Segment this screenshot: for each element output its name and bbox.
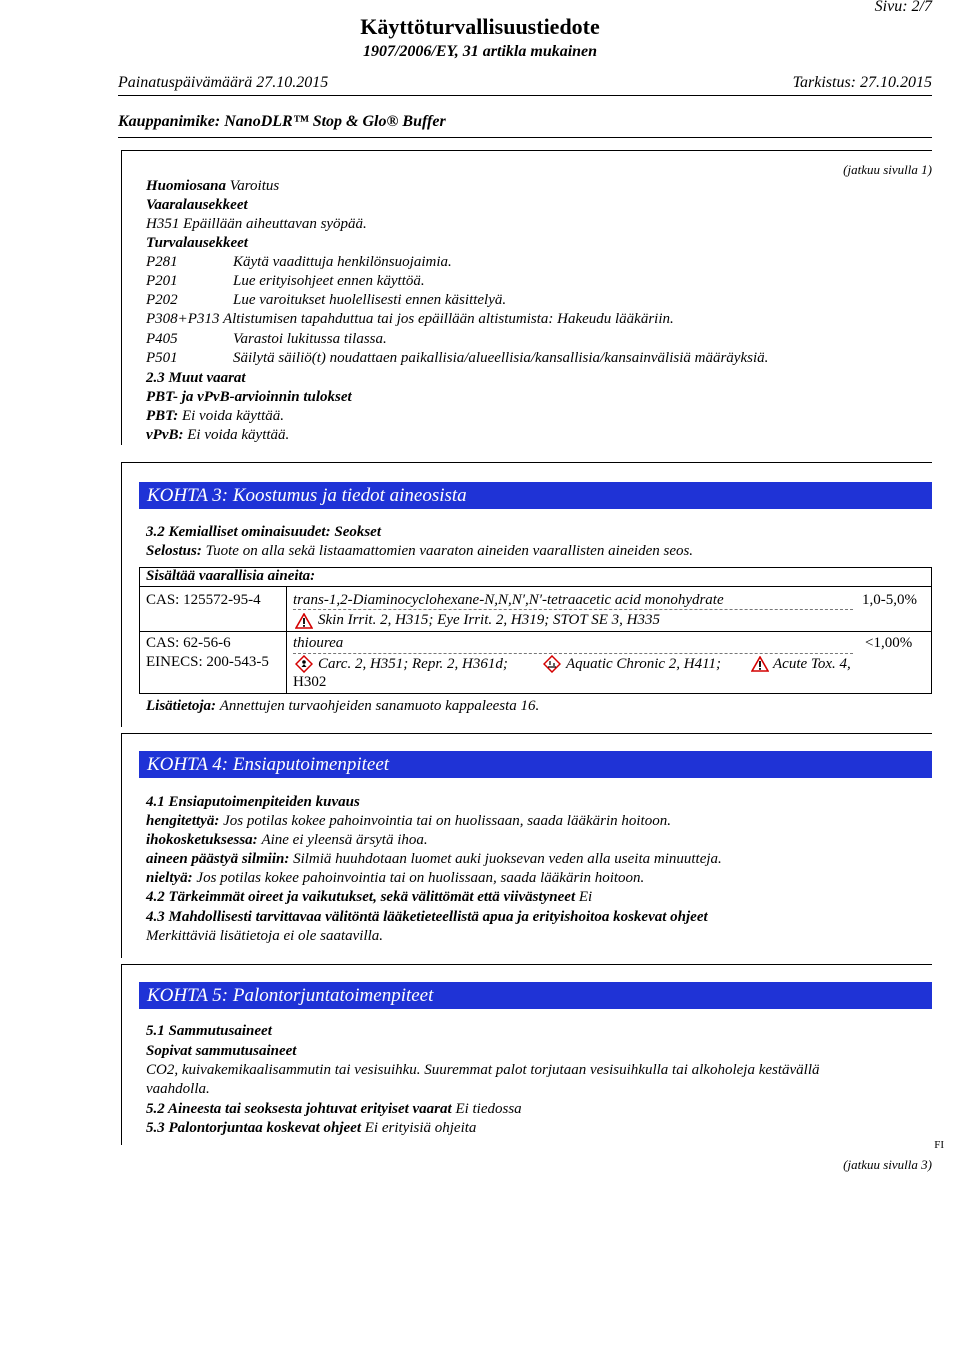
header-divider-2 xyxy=(118,137,932,138)
health-hazard-icon xyxy=(295,655,313,673)
hazardous-ingredients-heading: Sisältää vaarallisia aineita: xyxy=(146,568,316,584)
classification-h302: H302 xyxy=(293,674,327,690)
first-aid-eyes xyxy=(146,850,722,869)
p-text: Säilytä säiliö(t) noudattaen paikallisia/alueellisia/kansallisia/kansainvälisiä määräyksiä. xyxy=(233,350,769,366)
additional-info-label: Lisätietoja: xyxy=(146,698,216,714)
environment-hazard-icon xyxy=(543,655,561,673)
p-code: P405 xyxy=(146,331,178,347)
special-hazards-value: Ei tiedossa xyxy=(455,1101,522,1117)
p-code: P281 xyxy=(146,254,178,270)
pbt-label: PBT: xyxy=(146,408,179,424)
first-aid-skin xyxy=(146,831,428,850)
pbt-value: Ei voida käyttää. xyxy=(181,408,285,424)
firefighting-advice xyxy=(146,1119,476,1138)
p-text: Lue erityisohjeet ennen käyttöä. xyxy=(233,273,425,289)
p-code: P308+P313 xyxy=(146,311,220,327)
row-divider xyxy=(139,631,932,632)
cas-number: CAS: 125572-95-4 xyxy=(146,592,261,608)
first-aid-inhalation xyxy=(146,812,671,831)
special-hazards xyxy=(146,1100,522,1119)
signal-word-value: Varoitus xyxy=(229,178,280,194)
symptoms-heading xyxy=(146,888,592,907)
print-date: Painatuspäivämäärä 27.10.2015 xyxy=(118,74,329,91)
suitable-media-line-1: CO2, kuivakemikaalisammutin tai vesisuihku. Suuremmat palot torjutaan vesisuihkulla tai alkoholeja kestävällä xyxy=(146,1062,820,1078)
mixture-description xyxy=(146,542,693,561)
trade-name: Kauppanimike: NanoDLR™ Stop & Glo® Buffer xyxy=(118,113,446,130)
header-divider xyxy=(118,95,932,96)
skin-value: Aine ei yleensä ärsytä ihoa. xyxy=(261,832,428,848)
exclamation-warning-icon xyxy=(295,613,313,629)
swallowing-value: Jos potilas kokee pahoinvointia tai on huolissaan, saada lääkärin hoitoon. xyxy=(196,870,645,886)
hazard-h351: H351 Epäillään aiheuttavan syöpää. xyxy=(146,216,367,232)
section-4-title: KOHTA 4: Ensiaputoimenpiteet xyxy=(139,751,932,778)
p-text: Lue varoitukset huolellisesti ennen käsittelyä. xyxy=(233,292,507,308)
symptoms-label: 4.2 Tärkeimmät oireet ja vaikutukset, sekä välittömät että viivästyneet xyxy=(146,889,576,905)
p-text: Käytä vaadittuja henkilönsuojaimia. xyxy=(233,254,452,270)
revision-date: Tarkistus: 27.10.2015 xyxy=(792,74,932,91)
first-aid-swallowing xyxy=(146,869,644,888)
exclamation-warning-icon xyxy=(751,656,769,672)
first-aid-heading: 4.1 Ensiaputoimenpiteiden kuvaus xyxy=(146,794,360,810)
p-code: P501 xyxy=(146,350,178,366)
signal-word-label: Huomiosana xyxy=(146,178,227,194)
section-3-title: KOHTA 3: Koostumus ja tiedot aineosista xyxy=(139,482,932,509)
substance-name: trans-1,2-Diaminocyclohexane-N,N,N′,N′-tetraacetic acid monohydrate xyxy=(293,592,724,608)
page-number: Sivu: 2/7 xyxy=(874,0,932,15)
p-text: Varastoi lukitussa tilassa. xyxy=(233,331,387,347)
firefighting-advice-label: 5.3 Palontorjuntaa koskevat ohjeet xyxy=(146,1120,362,1136)
swallowing-label: nieltyä: xyxy=(146,870,193,886)
continued-from: (jatkuu sivulla 1) xyxy=(843,162,932,177)
p-text: Altistumisen tapahduttua tai jos epäillään altistumista: Hakeudu lääkäriin. xyxy=(222,311,674,327)
mixtures-heading: 3.2 Kemialliset ominaisuudet: Seokset xyxy=(146,524,382,540)
concentration: 1,0-5,0% xyxy=(862,592,917,608)
document-subtitle: 1907/2006/EY, 31 artikla mukainen xyxy=(362,43,598,60)
additional-info-value: Annettujen turvaohjeiden sanamuoto kappaleesta 16. xyxy=(219,698,540,714)
cas-number: CAS: 62-56-6 xyxy=(146,635,231,651)
extinguishing-media-heading: 5.1 Sammutusaineet xyxy=(146,1023,272,1039)
p-code: P202 xyxy=(146,292,178,308)
classification: Skin Irrit. 2, H315; Eye Irrit. 2, H319; STOT SE 3, H335 xyxy=(318,612,660,628)
inhalation-value: Jos potilas kokee pahoinvointia tai on huolissaan, saada lääkärin hoitoon. xyxy=(223,813,671,829)
einecs-number: EINECS: 200-543-5 xyxy=(146,654,269,670)
row-separator xyxy=(293,653,853,654)
language-code: FI xyxy=(934,1139,944,1151)
classification-carc: Carc. 2, H351; Repr. 2, H361d; xyxy=(318,656,508,672)
medical-attention-value: Merkittäviä lisätietoja ei ole saatavilla. xyxy=(146,928,384,944)
eyes-label: aineen päästyä silmiin: xyxy=(146,851,290,867)
section-5-title: KOHTA 5: Palontorjuntatoimenpiteet xyxy=(139,982,932,1009)
vpvb-label: vPvB: xyxy=(146,427,184,443)
concentration: <1,00% xyxy=(865,635,913,651)
special-hazards-label: 5.2 Aineesta tai seoksesta johtuvat erityiset vaarat xyxy=(146,1101,452,1117)
column-divider xyxy=(286,587,287,693)
pbt-heading: PBT- ja vPvB-arvioinnin tulokset xyxy=(146,389,352,405)
signal-word xyxy=(146,177,279,196)
vpvb-result xyxy=(146,426,289,445)
suitable-media-heading: Sopivat sammutusaineet xyxy=(146,1043,297,1059)
description-value: Tuote on alla sekä listaamattomien vaaraton aineiden vaarallisten aineiden seos. xyxy=(205,543,694,559)
other-hazards-heading: 2.3 Muut vaarat xyxy=(146,370,246,386)
p-code: P201 xyxy=(146,273,178,289)
symptoms-value: Ei xyxy=(578,889,593,905)
classification-acute: Acute Tox. 4, xyxy=(773,656,851,672)
precautionary-heading: Turvalausekkeet xyxy=(146,235,248,251)
p308-statement xyxy=(146,310,674,329)
continued-on: (jatkuu sivulla 3) xyxy=(843,1157,932,1172)
document-title: Käyttöturvallisuustiedote xyxy=(360,14,600,39)
vpvb-value: Ei voida käyttää. xyxy=(187,427,290,443)
description-label: Selostus: xyxy=(146,543,202,559)
substance-name: thiourea xyxy=(293,635,344,651)
eyes-value: Silmiä huuhdotaan luomet auki juoksevan veden alla useita minuutteja. xyxy=(293,851,722,867)
table-header-rule xyxy=(139,586,932,587)
firefighting-advice-value: Ei erityisiä ohjeita xyxy=(364,1120,477,1136)
pbt-result xyxy=(146,407,284,426)
classification-aquatic: Aquatic Chronic 2, H411; xyxy=(566,656,721,672)
suitable-media-line-2: vaahdolla. xyxy=(146,1081,210,1097)
hazard-statements-heading: Vaaralausekkeet xyxy=(146,197,248,213)
medical-attention-heading: 4.3 Mahdollisesti tarvittavaa välitöntä lääketieteellistä apua ja erityishoitoa koskevat ohjeet xyxy=(146,909,708,925)
row-separator xyxy=(293,609,853,610)
inhalation-label: hengitettyä: xyxy=(146,813,220,829)
skin-label: ihokosketuksessa: xyxy=(146,832,258,848)
additional-info xyxy=(146,697,539,716)
